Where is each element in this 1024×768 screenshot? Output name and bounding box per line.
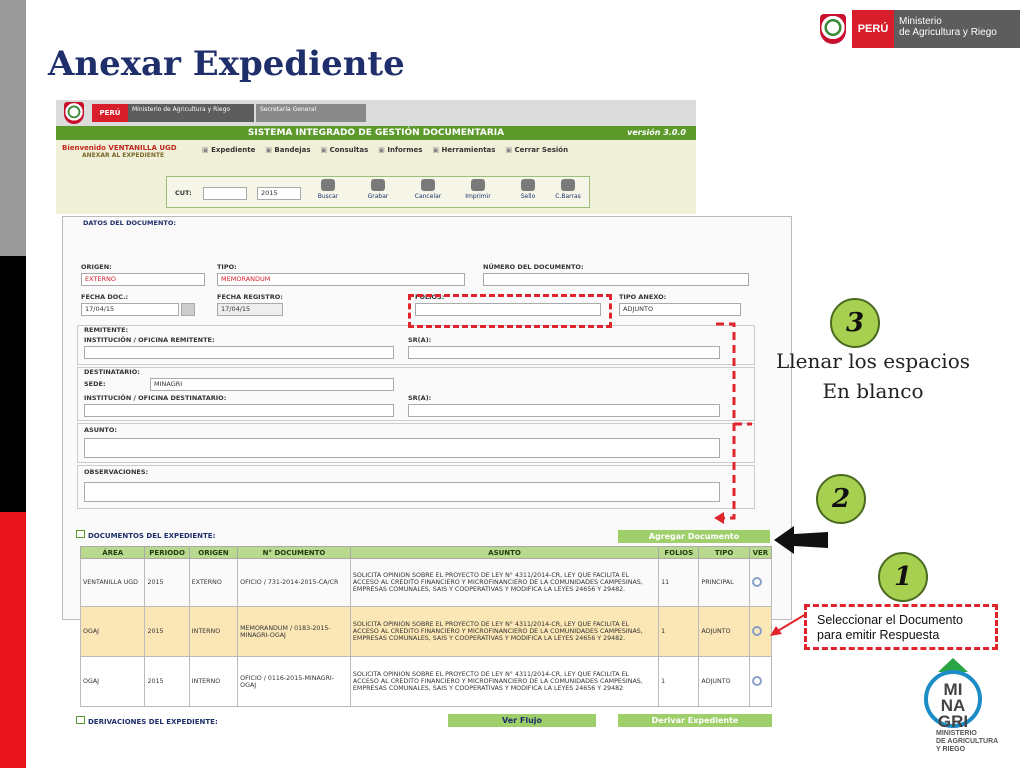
welcome-line1: Bienvenido VENTANILLA UGD [62,144,177,152]
menu-herramientas[interactable]: ▣ Herramientas [432,146,495,154]
cell-origen: EXTERNO [189,559,237,607]
menu-cerrar-sesion[interactable]: ▣ Cerrar Sesión [505,146,568,154]
cell-periodo: 2015 [145,559,189,607]
documentos-title [76,530,215,540]
col-origen: ORIGEN [189,547,237,559]
sr-label: SR(A): [408,336,432,344]
documents-table [80,546,772,707]
table-row-selected[interactable] [81,607,772,657]
barcode-icon [561,179,575,191]
black-arrow-icon [772,520,832,560]
view-icon[interactable] [752,676,762,686]
collapse-icon[interactable] [76,716,85,724]
side-stripe-gray [0,0,26,256]
col-tipo: TIPO [699,547,749,559]
cell-asunto: SOLICITA OPINION SOBRE EL PROYECTO DE LEY N° 4311/2014-CR, LEY QUE FACILITA EL ACCESO AL CREDITO FINANCIERO Y MICROFINANCIERO DE LA COMUNIDADES CAMPESINAS, EMPRESAS COMUNALES, SAIS Y COOPERATIVAS Y MODIFICA LA LEYES 24656 Y 29482 [350,657,658,707]
cell-documento: MEMORANDUM / 0183-2015-MINAGRI-OGAJ [238,607,351,657]
sr-input[interactable] [408,346,720,359]
peru-shield-icon [820,14,846,44]
main-menu [202,146,568,154]
step-1-note [804,604,998,650]
red-arrow-icon [766,612,808,638]
agregar-documento-button[interactable]: Agregar Documento [618,530,770,543]
minagri-logo [924,670,982,731]
nav-area [56,140,696,214]
collapse-icon[interactable] [76,530,85,538]
inst-rem-input[interactable] [84,346,394,359]
step-1-line2: para emitir Respuesta [817,628,940,642]
app-secretaria: Secretaría General [256,104,366,122]
app-shield-icon [64,102,84,124]
step-3-note [770,346,976,406]
side-stripe-red [0,512,26,768]
app-screenshot [56,100,796,732]
cell-periodo: 2015 [145,657,189,707]
table-row[interactable] [81,559,772,607]
minagri-caption3: Y RIEGO [936,746,966,753]
asunto-textarea[interactable] [84,438,720,458]
grabar-label: Grabar [367,193,389,200]
fecha-reg-label: FECHA REGISTRO: [217,293,283,301]
minagri-mi: MI [943,680,963,699]
cancelar-button[interactable] [411,179,445,200]
system-title-bar [56,126,696,140]
buscar-button[interactable] [311,179,345,200]
step-2-badge: 2 [816,474,866,524]
view-icon[interactable] [752,626,762,636]
peru-brand: PERÚ [852,10,894,48]
inst-dest-input[interactable] [84,404,394,417]
inst-dest-label: INSTITUCIÓN / OFICINA DESTINATARIO: [84,394,227,402]
col-periodo: PERIODO [145,547,189,559]
col-documento: N° DOCUMENTO [238,547,351,559]
numero-label: NÚMERO DEL DOCUMENTO: [483,263,584,271]
menu-consultas[interactable]: ▣ Consultas [321,146,369,154]
folios-highlight [408,294,612,328]
minagri-na: NA [940,696,966,715]
ministry-brand [894,10,1020,48]
ministry-line2: de Agricultura y Riego [899,27,997,38]
ver-flujo-button[interactable]: Ver Flujo [448,714,596,727]
cell-tipo: ADJUNTO [699,657,749,707]
app-peru: PERÚ [92,104,128,122]
cell-periodo: 2015 [145,607,189,657]
derivar-expediente-button[interactable]: Derivar Expediente [618,714,772,727]
minagri-caption2: DE AGRICULTURA [936,738,999,745]
search-toolbar [166,176,590,208]
system-title: SISTEMA INTEGRADO DE GESTIÓN DOCUMENTARIA [247,128,505,138]
step-1-line1: Seleccionar el Documento [817,613,963,627]
asunto-section [77,423,755,463]
remitente-section [77,325,755,365]
table-row[interactable] [81,657,772,707]
col-area: ÁREA [81,547,145,559]
sr2-input[interactable] [408,404,720,417]
slide-title: Anexar Expediente [48,44,405,84]
sede-label: SEDE: [84,380,106,388]
ministry-line1: Ministerio [899,16,942,27]
menu-expediente[interactable]: ▣ Expediente [202,146,255,154]
minagri-caption1: MINISTERIO [936,730,977,737]
origen-select[interactable]: EXTERNO [81,273,205,286]
tipo-anexo-label: TIPO ANEXO: [619,293,667,301]
dashed-arrow-icon [712,318,762,528]
col-ver: VER [749,547,771,559]
step-1-badge: 1 [878,552,928,602]
app-topbar [56,100,696,126]
documentos-title-text: DOCUMENTOS DEL EXPEDIENTE: [88,532,216,540]
asunto-label: ASUNTO: [84,426,117,434]
cell-documento: OFICIO / 731-2014-2015-CA/CR [238,559,351,607]
calendar-icon[interactable] [181,303,195,316]
cell-area: OGAJ [81,607,145,657]
sello-button[interactable] [511,179,545,200]
datos-title: DATOS DEL DOCUMENTO: [83,219,176,227]
cell-documento: OFICIO / 0116-2015-MINAGRI-OGAJ [238,657,351,707]
fecha-doc-label: FECHA DOC.: [81,293,129,301]
step-3-line1: Llenar los espacios [775,349,971,373]
save-icon [371,179,385,191]
remitente-label: REMITENTE: [84,326,129,334]
fecha-doc-input[interactable]: 17/04/15 [81,303,179,316]
cell-origen: INTERNO [189,657,237,707]
derivaciones-title [76,716,218,726]
tipo-select[interactable]: MEMORANDUM [217,273,465,286]
destinatario-section [77,367,755,421]
minagri-caption [936,730,998,754]
col-asunto: ASUNTO [350,547,658,559]
tipo-anexo-select[interactable]: ADJUNTO [619,303,741,316]
welcome-line2: ANEXAR AL EXPEDIENTE [82,152,165,159]
cell-origen: INTERNO [189,607,237,657]
inst-rem-label: INSTITUCIÓN / OFICINA REMITENTE: [84,336,215,344]
barcode-label: C.Barras [555,193,581,200]
folios-label: FOLIOS: [415,293,445,301]
cut-label: CUT: [175,189,192,197]
origen-label: ORIGEN: [81,263,112,271]
table-header [81,547,772,559]
observaciones-section [77,465,755,509]
cell-tipo: ADJUNTO [699,607,749,657]
col-folios: FOLIOS [659,547,699,559]
cell-folios: 1 [659,657,699,707]
derivaciones-title-text: DERIVACIONES DEL EXPEDIENTE: [88,718,218,726]
welcome-block [62,144,177,160]
buscar-label: Buscar [317,193,339,200]
cell-asunto: SOLICITA OPINION SOBRE EL PROYECTO DE LEY N° 4311/2014-CR, LEY QUE FACILITA EL ACCESO AL CREDITO FINANCIERO Y MICROFINANCIERO DE LA COMUNIDADES CAMPESINAS, EMPRESAS COMUNALES, SAIS Y COOPERATIVAS Y MODIFICA LA LEYES 24656 Y 29482. [350,607,658,657]
cell-tipo: PRINCIPAL [699,559,749,607]
cell-folios: 1 [659,607,699,657]
numero-input[interactable] [483,273,749,286]
year-select[interactable]: 2015 [257,187,301,200]
cell-folios: 11 [659,559,699,607]
sr2-label: SR(A): [408,394,432,402]
search-icon [321,179,335,191]
cell-asunto: SOLICITA OPINION SOBRE EL PROYECTO DE LEY N° 4311/2014-CR, LEY QUE FACILITA EL ACCESO AL CREDITO FINANCIERO Y MICROFINANCIERO DE LA COMUNIDADES CAMPESINAS, EMPRESAS COMUNALES, SAIS Y COOPERATIVAS Y MODIFICA LA LEYES 24656 Y 29482. [350,559,658,607]
destinatario-label: DESTINATARIO: [84,368,140,376]
printer-icon [471,179,485,191]
app-ministry: Ministerio de Agricultura y Riego [128,104,254,122]
cell-ver [749,559,771,607]
imprimir-label: Imprimir [465,193,491,200]
menu-informes[interactable]: ▣ Informes [378,146,422,154]
cancelar-label: Cancelar [414,193,442,200]
step-3-line2: En blanco [822,379,924,403]
cell-area: VENTANILLA UGD [81,559,145,607]
cut-input[interactable] [203,187,247,200]
imprimir-button[interactable] [461,179,495,200]
side-stripe-black [0,256,26,512]
barcode-button[interactable] [551,179,585,200]
sede-select[interactable]: MINAGRI [150,378,394,391]
cancel-icon [421,179,435,191]
grabar-button[interactable] [361,179,395,200]
menu-bandejas[interactable]: ▣ Bandejas [265,146,310,154]
observaciones-textarea[interactable] [84,482,720,502]
fecha-reg-input: 17/04/15 [217,303,283,316]
tipo-label: TIPO: [217,263,237,271]
minagri-gri: GRI [937,712,969,731]
sello-label: Sello [520,193,536,200]
version-label: versión 3.0.0 [627,128,686,137]
step-3-badge: 3 [830,298,880,348]
view-icon[interactable] [752,577,762,587]
cell-area: OGAJ [81,657,145,707]
cell-ver [749,657,771,707]
observaciones-label: OBSERVACIONES: [84,468,149,476]
stamp-icon [521,179,535,191]
